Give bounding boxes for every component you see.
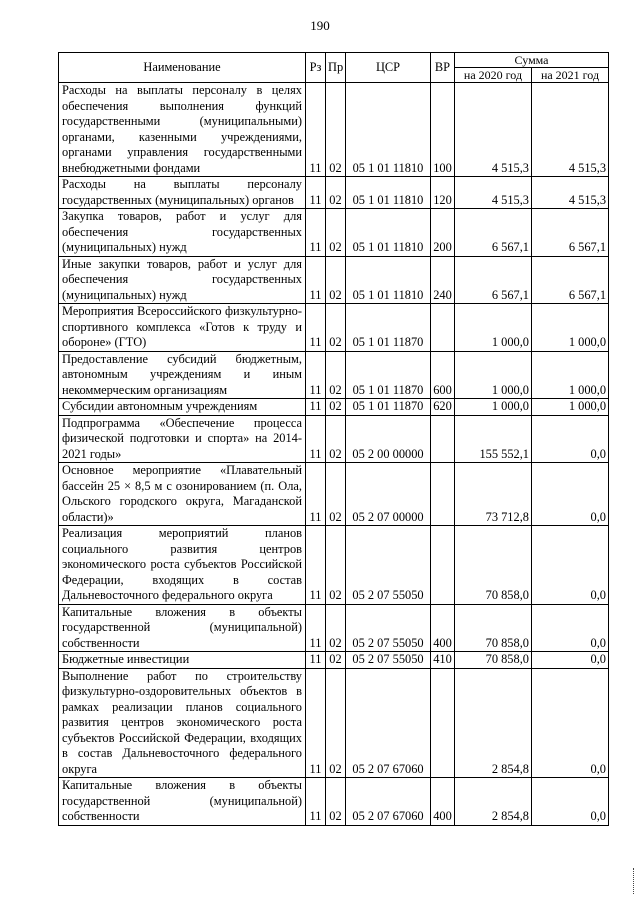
row-rz: 11 — [306, 304, 326, 352]
row-rz: 11 — [306, 83, 326, 177]
row-csr: 05 1 01 11810 — [346, 177, 431, 209]
row-pr: 02 — [326, 256, 346, 304]
row-sum-2021: 1 000,0 — [532, 351, 609, 399]
row-csr: 05 2 07 00000 — [346, 463, 431, 526]
row-name: Капитальные вложения в объекты государственной (муниципальной) собственности — [59, 778, 306, 826]
row-sum-2021: 0,0 — [532, 604, 609, 652]
row-vr: 100 — [431, 83, 455, 177]
row-name: Субсидии автономным учреждениям — [59, 399, 306, 416]
row-rz: 11 — [306, 209, 326, 257]
table-row — [59, 256, 609, 304]
header-csr: ЦСР — [346, 53, 431, 83]
table-row — [59, 304, 609, 352]
row-pr: 02 — [326, 83, 346, 177]
row-sum-2021: 6 567,1 — [532, 256, 609, 304]
table-row — [59, 351, 609, 399]
row-sum-2021: 0,0 — [532, 415, 609, 463]
table-row — [59, 83, 609, 177]
row-sum-2020: 6 567,1 — [455, 209, 532, 257]
header-year-2020: на 2020 год — [455, 68, 532, 83]
row-rz: 11 — [306, 668, 326, 778]
table-row — [59, 778, 609, 826]
row-sum-2020: 70 858,0 — [455, 652, 532, 669]
row-name: Реализация мероприятий планов социального развития центров экономического роста субъектов Российской Федерации, входящих в состав Дальневосточного федерального округа — [59, 526, 306, 605]
row-sum-2021: 0,0 — [532, 778, 609, 826]
row-rz: 11 — [306, 256, 326, 304]
table-row — [59, 652, 609, 669]
page-edge-mark — [630, 868, 634, 894]
row-sum-2021: 4 515,3 — [532, 83, 609, 177]
table-row — [59, 526, 609, 605]
row-pr: 02 — [326, 526, 346, 605]
row-sum-2021: 0,0 — [532, 463, 609, 526]
row-csr: 05 1 01 11810 — [346, 83, 431, 177]
row-pr: 02 — [326, 177, 346, 209]
row-rz: 11 — [306, 399, 326, 416]
header-rz: Рз — [306, 53, 326, 83]
row-name: Основное мероприятие «Плавательный бассейн 25 × 8,5 м с озонированием (п. Ола, Ольского городского округа, Магаданской области)» — [59, 463, 306, 526]
page-number: 190 — [310, 18, 330, 33]
row-sum-2021: 1 000,0 — [532, 304, 609, 352]
row-pr: 02 — [326, 604, 346, 652]
row-pr: 02 — [326, 463, 346, 526]
row-vr: 240 — [431, 256, 455, 304]
budget-table — [58, 52, 609, 826]
row-vr — [431, 415, 455, 463]
row-rz: 11 — [306, 177, 326, 209]
row-name: Расходы на выплаты персоналу государственных (муниципальных) органов — [59, 177, 306, 209]
row-sum-2020: 1 000,0 — [455, 399, 532, 416]
row-sum-2020: 1 000,0 — [455, 304, 532, 352]
row-name: Выполнение работ по строительству физкультурно-оздоровительных объектов в рамках реализации планов социального развития центров экономического роста субъектов Российской Федерации, входящих в состав Дальневосточного федерального округа — [59, 668, 306, 778]
row-csr: 05 1 01 11870 — [346, 399, 431, 416]
row-pr: 02 — [326, 652, 346, 669]
row-csr: 05 2 07 55050 — [346, 526, 431, 605]
row-csr: 05 2 07 55050 — [346, 652, 431, 669]
row-name: Предоставление субсидий бюджетным, автономным учреждениям и иным некоммерческим организациям — [59, 351, 306, 399]
header-year-2021: на 2021 год — [532, 68, 609, 83]
row-name: Иные закупки товаров, работ и услуг для обеспечения государственных (муниципальных) нужд — [59, 256, 306, 304]
row-csr: 05 2 07 55050 — [346, 604, 431, 652]
header-pr: Пр — [326, 53, 346, 83]
row-vr: 410 — [431, 652, 455, 669]
row-rz: 11 — [306, 778, 326, 826]
row-pr: 02 — [326, 351, 346, 399]
row-vr: 400 — [431, 778, 455, 826]
row-pr: 02 — [326, 399, 346, 416]
row-sum-2020: 73 712,8 — [455, 463, 532, 526]
header-sum: Сумма — [455, 53, 609, 68]
row-sum-2021: 4 515,3 — [532, 177, 609, 209]
row-name: Расходы на выплаты персоналу в целях обеспечения выполнения функций государственными (муниципальными) органами, казенными учреждениями, органами управления государственными внебюджетными фондами — [59, 83, 306, 177]
row-vr: 120 — [431, 177, 455, 209]
row-csr: 05 1 01 11870 — [346, 304, 431, 352]
row-rz: 11 — [306, 526, 326, 605]
row-name: Капитальные вложения в объекты государственной (муниципальной) собственности — [59, 604, 306, 652]
table-row — [59, 415, 609, 463]
row-csr: 05 1 01 11810 — [346, 209, 431, 257]
row-pr: 02 — [326, 209, 346, 257]
row-vr: 620 — [431, 399, 455, 416]
row-name: Закупка товаров, работ и услуг для обеспечения государственных (муниципальных) нужд — [59, 209, 306, 257]
row-vr: 200 — [431, 209, 455, 257]
row-sum-2020: 1 000,0 — [455, 351, 532, 399]
row-rz: 11 — [306, 351, 326, 399]
row-name: Подпрограмма «Обеспечение процесса физической подготовки и спорта» на 2014-2021 годы» — [59, 415, 306, 463]
row-vr: 600 — [431, 351, 455, 399]
row-sum-2020: 70 858,0 — [455, 604, 532, 652]
row-csr: 05 2 07 67060 — [346, 668, 431, 778]
table-row — [59, 463, 609, 526]
row-sum-2020: 155 552,1 — [455, 415, 532, 463]
row-pr: 02 — [326, 304, 346, 352]
table-row — [59, 399, 609, 416]
row-sum-2020: 2 854,8 — [455, 778, 532, 826]
row-csr: 05 1 01 11870 — [346, 351, 431, 399]
table-row — [59, 604, 609, 652]
row-sum-2020: 70 858,0 — [455, 526, 532, 605]
row-sum-2020: 2 854,8 — [455, 668, 532, 778]
row-vr — [431, 526, 455, 605]
row-rz: 11 — [306, 652, 326, 669]
row-sum-2021: 0,0 — [532, 652, 609, 669]
header-name: Наименование — [59, 53, 306, 83]
table-row — [59, 668, 609, 778]
table-row — [59, 177, 609, 209]
row-csr: 05 2 00 00000 — [346, 415, 431, 463]
row-sum-2021: 0,0 — [532, 526, 609, 605]
row-rz: 11 — [306, 415, 326, 463]
row-pr: 02 — [326, 415, 346, 463]
row-sum-2020: 6 567,1 — [455, 256, 532, 304]
row-vr: 400 — [431, 604, 455, 652]
row-vr — [431, 304, 455, 352]
row-name: Мероприятия Всероссийского физкультурно-спортивного комплекса «Готов к труду и обороне» (ГТО) — [59, 304, 306, 352]
row-pr: 02 — [326, 668, 346, 778]
row-sum-2021: 0,0 — [532, 668, 609, 778]
row-csr: 05 1 01 11810 — [346, 256, 431, 304]
row-sum-2020: 4 515,3 — [455, 177, 532, 209]
row-csr: 05 2 07 67060 — [346, 778, 431, 826]
row-vr — [431, 668, 455, 778]
row-rz: 11 — [306, 463, 326, 526]
row-rz: 11 — [306, 604, 326, 652]
header-vr: ВР — [431, 53, 455, 83]
table-row — [59, 209, 609, 257]
row-sum-2020: 4 515,3 — [455, 83, 532, 177]
row-pr: 02 — [326, 778, 346, 826]
row-vr — [431, 463, 455, 526]
row-sum-2021: 6 567,1 — [532, 209, 609, 257]
row-sum-2021: 1 000,0 — [532, 399, 609, 416]
row-name: Бюджетные инвестиции — [59, 652, 306, 669]
